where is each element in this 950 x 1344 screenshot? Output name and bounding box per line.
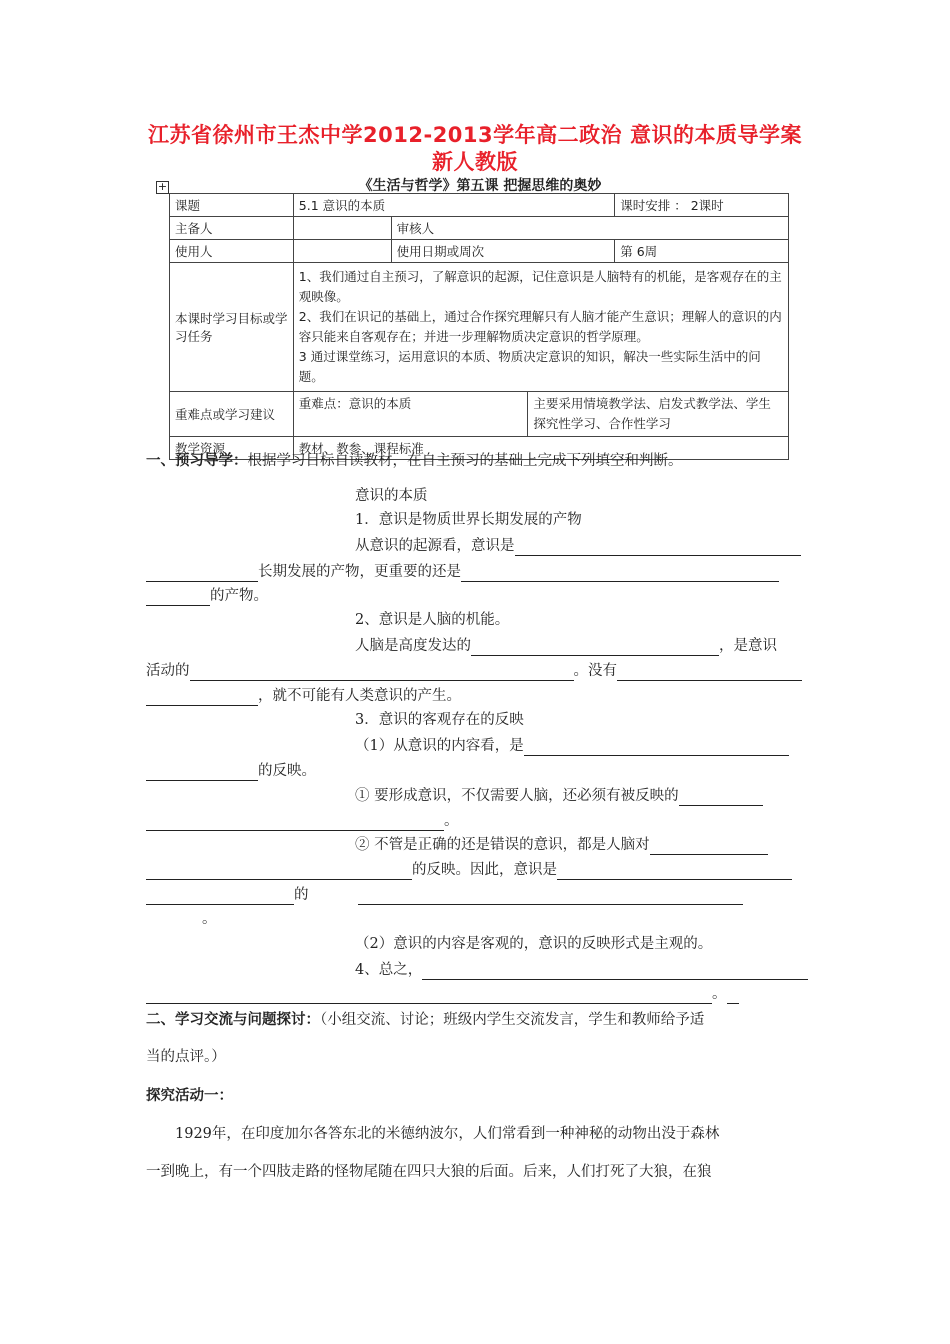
document-title-line2: 新人教版 bbox=[432, 150, 518, 174]
point1-text-b: 长期发展的产物，更重要的还是 bbox=[258, 564, 461, 580]
lesson-info-table bbox=[169, 193, 789, 460]
fill-blank[interactable] bbox=[422, 963, 808, 980]
point3-text-d: 。 bbox=[444, 813, 459, 829]
section1-line bbox=[146, 451, 683, 471]
table-row bbox=[170, 217, 789, 240]
cell-author-value bbox=[293, 217, 391, 240]
goal-item: 1、我们通过自主预习，了解意识的起源，记住意识是人脑特有的机能，是客观存在的主观映像。 bbox=[298, 269, 782, 304]
point3-end: 。 bbox=[202, 911, 217, 927]
fill-blank[interactable] bbox=[650, 838, 768, 855]
point4-text-a: 4、总之， bbox=[355, 962, 423, 978]
point2-text-e: ，就不可能有人类意识的产生。 bbox=[258, 688, 461, 704]
point3-text-e: ② 不管是正确的还是错误的意识，都是人脑对 bbox=[355, 837, 650, 853]
fill-blank[interactable] bbox=[461, 565, 779, 582]
section2-intro-cont: 当的点评。） bbox=[146, 1049, 226, 1065]
point1-line-b bbox=[146, 562, 779, 582]
point2-line-a bbox=[355, 636, 777, 656]
fill-blank[interactable] bbox=[524, 739, 789, 756]
point3-text-a: （1）从意识的内容看，是 bbox=[355, 738, 524, 754]
point4-line-b bbox=[146, 984, 739, 1004]
fill-blank[interactable] bbox=[146, 589, 210, 606]
point3-line-f bbox=[146, 860, 792, 880]
table-row bbox=[170, 240, 789, 263]
fill-blank[interactable] bbox=[146, 764, 258, 781]
document-title-line1: 江苏省徐州市王杰中学2012-2013学年高二政治 意识的本质导学案 bbox=[148, 123, 802, 147]
cell-user-label: 使用人 bbox=[170, 240, 294, 263]
cell-user-value bbox=[293, 240, 391, 263]
point2-text-a: 人脑是高度发达的 bbox=[355, 638, 471, 654]
point2-text-d: 。没有 bbox=[573, 663, 617, 679]
point3-line-c bbox=[355, 786, 763, 806]
cell-week: 第 6周 bbox=[615, 240, 789, 263]
cell-reviewer-label: 审核人 bbox=[391, 217, 788, 240]
section2-line bbox=[146, 1010, 704, 1030]
cell-goals bbox=[293, 263, 788, 392]
fill-blank[interactable] bbox=[358, 888, 743, 905]
cell-methods: 主要采用情境教学法、启发式教学法、学生探究性学习、合作性学习 bbox=[528, 392, 789, 437]
cell-resources-label: 教学资源 bbox=[170, 437, 294, 460]
table-expand-icon[interactable]: + bbox=[157, 180, 168, 193]
cell-topic-label: 课题 bbox=[170, 194, 294, 217]
point3-title: 3．意识的客观存在的反映 bbox=[355, 712, 524, 728]
lesson-subtitle: 《生活与哲学》第五课 把握思维的奥妙 bbox=[358, 178, 602, 194]
cell-goals-label: 本课时学习目标或学习任务 bbox=[170, 263, 294, 392]
cell-keypoints-label: 重难点或学习建议 bbox=[170, 392, 294, 437]
point3-text-f: 的反映。因此，意识是 bbox=[412, 862, 557, 878]
cell-keypoints: 重难点：意识的本质 bbox=[293, 392, 528, 437]
section2-intro: （小组交流、讨论；班级内学生交流发言，学生和教师给予适 bbox=[320, 1012, 705, 1028]
fill-blank[interactable] bbox=[146, 814, 444, 831]
point4-text-b: 。 bbox=[712, 986, 727, 1002]
fill-blank[interactable] bbox=[190, 664, 574, 681]
point1-line-a bbox=[355, 536, 801, 556]
point3-line-d bbox=[146, 811, 459, 831]
fill-blank[interactable] bbox=[617, 664, 802, 681]
section2-heading: 二、学习交流与问题探讨： bbox=[146, 1011, 320, 1028]
fill-blank[interactable] bbox=[471, 639, 719, 656]
point3-text-b: 的反映。 bbox=[258, 763, 316, 779]
goal-item: 3 通过课堂练习，运用意识的本质、物质决定意识的知识，解决一些实际生活中的问题。 bbox=[298, 349, 761, 384]
table-row bbox=[170, 194, 789, 217]
fill-blank[interactable] bbox=[146, 565, 258, 582]
point2-line-b bbox=[146, 661, 802, 681]
cell-date-label: 使用日期或周次 bbox=[391, 240, 615, 263]
fill-blank[interactable] bbox=[146, 888, 294, 905]
fill-blank[interactable] bbox=[146, 987, 712, 1004]
fill-blank[interactable] bbox=[679, 789, 763, 806]
point2-line-c bbox=[146, 686, 461, 706]
activity-paragraph-line1: 1929年，在印度加尔各答东北的米德纳波尔，人们常看到一种神秘的动物出没于森林 bbox=[175, 1126, 720, 1142]
topic-heading: 意识的本质 bbox=[355, 488, 428, 504]
fill-blank[interactable] bbox=[146, 863, 412, 880]
fill-blank[interactable] bbox=[146, 689, 258, 706]
point3-line-i: （2）意识的内容是客观的，意识的反映形式是主观的。 bbox=[355, 936, 713, 952]
activity-title: 探究活动一： bbox=[146, 1087, 233, 1104]
section1-intro: 根据学习目标自读教材，在自主预习的基础上完成下列填空和判断。 bbox=[247, 453, 683, 469]
goal-item: 2、我们在识记的基础上，通过合作探究理解只有人脑才能产生意识；理解人的意识的内容只能来自客观存在；并进一步理解物质决定意识的哲学原理。 bbox=[298, 309, 782, 344]
point2-text-b: ，是意识 bbox=[719, 638, 777, 654]
table-row bbox=[170, 392, 789, 437]
point3-line-g bbox=[146, 885, 743, 905]
point1-text-a: 从意识的起源看，意识是 bbox=[355, 538, 515, 554]
point3-text-c: ① 要形成意识，不仅需要人脑，还必须有被反映的 bbox=[355, 788, 679, 804]
fill-blank[interactable] bbox=[727, 987, 739, 1004]
activity-paragraph-line2: 一到晚上，有一个四肢走路的怪物尾随在四只大狼的后面。后来，人们打死了大狼，在狼 bbox=[146, 1164, 712, 1180]
section1-heading: 一、预习导学： bbox=[146, 452, 248, 469]
point1-title: 1．意识是物质世界长期发展的产物 bbox=[355, 512, 582, 528]
cell-schedule: 课时安排 ： 2课时 bbox=[615, 194, 789, 217]
point1-line-c bbox=[146, 586, 268, 606]
cell-resources: 教材、教参、课程标准 bbox=[293, 437, 788, 460]
point1-text-c: 的产物。 bbox=[210, 588, 268, 604]
cell-topic-value: 5.1 意识的本质 bbox=[293, 194, 614, 217]
point2-title: 2、意识是人脑的机能。 bbox=[355, 612, 510, 628]
point4-line-a bbox=[355, 960, 808, 980]
point3-line-e bbox=[355, 835, 768, 855]
point3-line-b bbox=[146, 761, 316, 781]
point2-text-c: 活动的 bbox=[146, 663, 190, 679]
fill-blank[interactable] bbox=[515, 539, 801, 556]
table-row bbox=[170, 263, 789, 392]
fill-blank[interactable] bbox=[557, 863, 792, 880]
cell-author-label: 主备人 bbox=[170, 217, 294, 240]
point3-text-g: 的 bbox=[294, 887, 309, 903]
point3-line-a bbox=[355, 736, 789, 756]
